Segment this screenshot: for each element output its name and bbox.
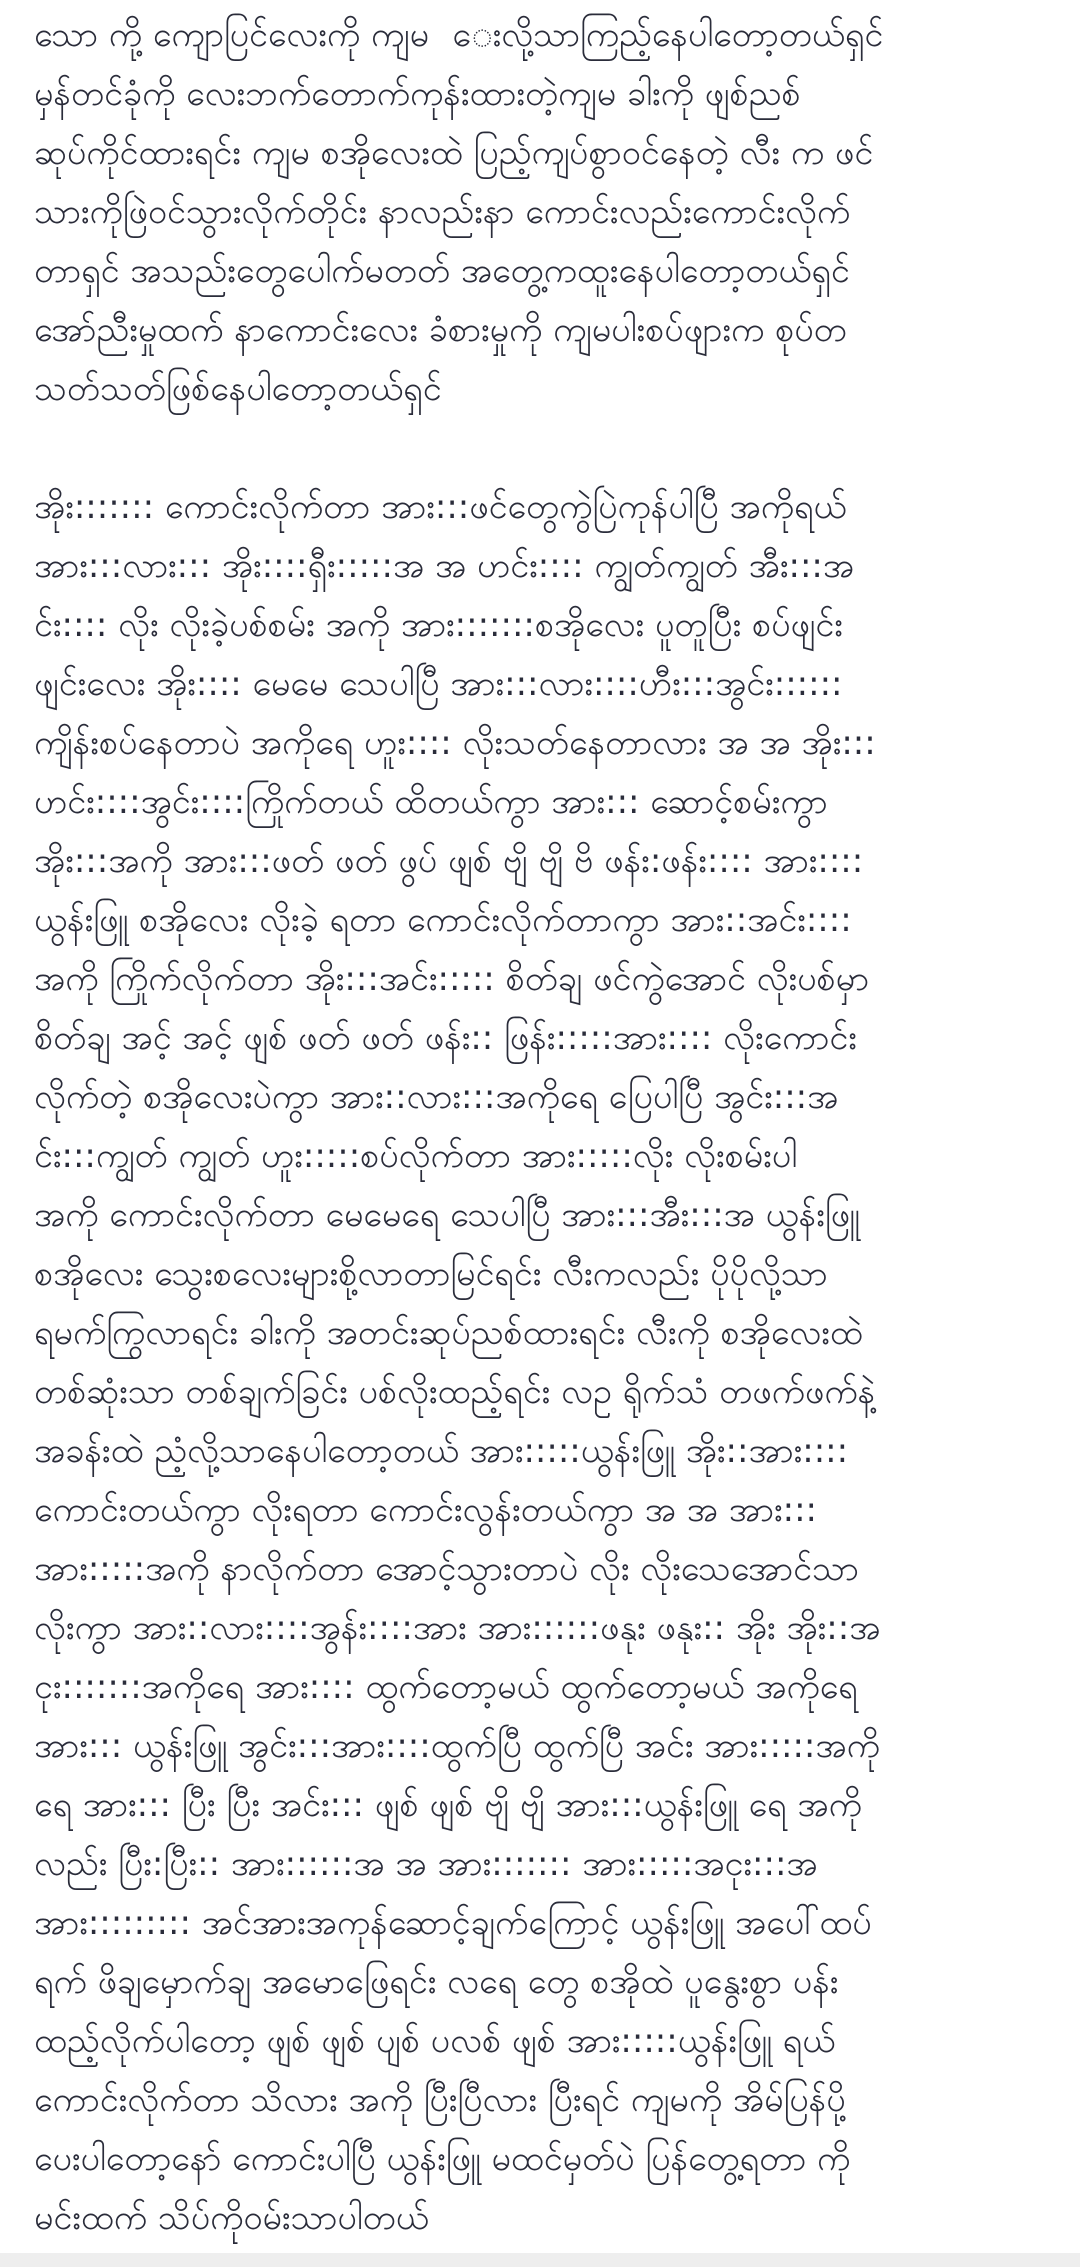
text-line: ဆုပ်ကိုင်ထားရင်း ကျမ စအိုလေးထဲ ပြည့်ကျပ်စွာဝင်နေတဲ့ လီး က ဖင် [34, 133, 874, 173]
text-line: ထည့်လိုက်ပါတော့ ဖျစ် ဖျစ် ပျစ် ပလစ် ဖျစ် အား:::::ယွန်းဖြူ ရယ် [34, 2021, 836, 2061]
text-line: အကို ကောင်းလိုက်တာ မေမေရေ သေပါပြီ အား:::အီး:::အ ယွန်းဖြူ [34, 1195, 860, 1235]
text-line: မှန်တင်ခုံကို လေးဘက်တောက်ကုန်းထားတဲ့ကျမ ခါးကို ဖျစ်ညစ် [34, 74, 801, 114]
text-line: လည်း ပြီး:ပြီး:: အား::::::အ အ အား::::::: အား:::::အငုး:::အ [34, 1844, 818, 1884]
text-line: ကျိန်းစပ်နေတာပဲ အကိုရေ ဟူး:::: လိုးသတ်နေတာလား အ အ အိုး::: [34, 723, 876, 763]
text-line: အိုး::::::: ကောင်းလိုက်တာ အား:::ဖင်တွေကွဲပြဲကုန်ပါပြီ အကိုရယ် [34, 487, 847, 527]
text-line: လိုက်တဲ့ စအိုလေးပဲကွာ အား::လား:::အကိုရေ ပြေပါပြီ အွင်း:::အ [34, 1077, 839, 1117]
text-line: ရေ အား::: ပြီး ပြီး အင်း::: ဖျစ် ဖျစ် ဗျိ ဗျိ အား:::ယွန်းဖြူ ရေ အကို [34, 1785, 862, 1825]
text-line: သတ်သတ်ဖြစ်နေပါတော့တယ်ရှင် [34, 369, 442, 409]
paragraph-spacer [34, 419, 1046, 478]
text-line: သားကိုဖြဲဝင်သွားလိုက်တိုင်း နာလည်းနာ ကောင်းလည်းကောင်းလိုက် [34, 192, 851, 232]
text-line: စအိုလေး သွေးစလေးများစို့လာတာမြင်ရင်း လီးကလည်း ပိုပိုလို့သာ [34, 1254, 828, 1294]
text-line: ငုး:::::::အကိုရေ အား:::: ထွက်တော့မယ် ထွက်တော့မယ် အကိုရေ [34, 1667, 858, 1707]
text-line: အကို ကြိုက်လိုက်တာ အိုး:::အင်း::::: စိတ်ချ ဖင်ကွဲအောင် လိုးပစ်မှာ [34, 959, 870, 999]
text-line: အား:::::အကို နာလိုက်တာ အောင့်သွားတာပဲ လိုး လိုးသေအောင်သာ [34, 1549, 859, 1589]
story-text [34, 6, 1046, 2248]
text-line: ပေးပါတော့နော် ကောင်းပါပြီ ယွန်းဖြူ မထင်မှတ်ပဲ ပြန်တွေ့ရတာ ကို [34, 2139, 851, 2179]
text-line: အိုး:::အကို အား:::ဖတ် ဖတ် ဖွပ် ဖျစ် ဗျိ ဗျိ ဗိ ဖန်း:ဖန်း:::: အား:::: [34, 841, 864, 881]
text-line: ကောင်းလိုက်တာ သိလား အကို ပြီးပြီလား ပြီးရင် ကျမကို အိမ်ပြန်ပို့ [34, 2080, 846, 2120]
text-line: ကောင်းတယ်ကွာ လိုးရတာ ကောင်းလွန်းတယ်ကွာ အ အ အား::: [34, 1490, 817, 1530]
text-line: ရမက်ကြွလာရင်း ခါးကို အတင်းဆုပ်ညစ်ထားရင်း လီးကို စအိုလေးထဲ [34, 1313, 863, 1353]
text-line: အော်ညီးမှုထက် နာကောင်းလေး ခံစားမှုကို ကျမပါးစပ်ဖျားက စုပ်တ [34, 310, 847, 350]
paragraph-2 [34, 478, 1046, 2248]
text-line: အား:::လား::: အိုး::::ရှီး:::::အ အ ဟင်း:::: ကျွတ်ကျွတ် အီး:::အ [34, 546, 855, 586]
text-line: ဟင်း::::အွင်း::::ကြိုက်တယ် ထိတယ်ကွာ အား::: ဆောင့်စမ်းကွာ [34, 782, 828, 822]
text-line: လိုးကွာ အား::လား::::အွန်း::::အား အား::::::ဖနုး ဖနုး:: အိုး အိုး::အ [34, 1608, 881, 1648]
text-line: အား::::::::: အင်အားအကုန်ဆောင့်ချက်ကြောင့် ယွန်းဖြူ အပေါ်ထပ် [34, 1903, 872, 1943]
text-line: ယွန်းဖြူ စအိုလေး လိုးခဲ့ ရတာ ကောင်းလိုက်တာကွာ အား::အင်း:::: [34, 900, 852, 940]
text-line: သော ကို့ ကျောပြင်လေးကို ကျမ ‌ ေးလို့သာကြည့်နေပါတော့တယ်ရှင် [34, 15, 884, 55]
text-line: င်း:::ကျွတ် ကျွတ် ဟူး:::::စပ်လိုက်တာ အား:::::လိုး လိုးစမ်းပါ [34, 1136, 798, 1176]
text-line: မင်းထက် သိပ်ကိုဝမ်းသာပါတယ် [34, 2198, 429, 2238]
bottom-divider [0, 2253, 1080, 2267]
text-line: ရက် ဖိချမှောက်ချ အမောဖြေရင်း လရေ တွေ စအိုထဲ ပူနွေးစွာ ပန်း [34, 1962, 839, 2002]
paragraph-1 [34, 6, 1046, 419]
text-line: တစ်ဆုံးသာ တစ်ချက်ခြင်း ပစ်လိုးထည့်ရင်း လဥ ရိုက်သံ တဖက်ဖက်နဲ့ [34, 1372, 876, 1412]
text-line: အား::: ယွန်းဖြူ အွင်း:::အား::::ထွက်ပြီ ထွက်ပြီ အင်း အား:::::အကို [34, 1726, 880, 1766]
text-line: ဖျင်းလေး အိုး:::: မေမေ သေပါပြီ အား:::လား::::ဟီး:::အွင်း:::::: [34, 664, 843, 704]
text-line: အခန်းထဲ ညံ့လို့သာနေပါတော့တယ် အား:::::ယွန်းဖြူ အိုး::အား:::: [34, 1431, 849, 1471]
text-line: တာရှင် အသည်းတွေပေါက်မတတ် အတွေ့ကထူးနေပါတော့တယ်ရှင် [34, 251, 850, 291]
text-line: င်း:::: လိုး လိုးခဲ့ပစ်စမ်း အကို အား:::::::စအိုလေး ပူတူပြီး စပ်ဖျင်း [34, 605, 843, 645]
text-line: စိတ်ချ အင့် အင့် ဖျစ် ဖတ် ဖတ် ဖန်း:: ဖြန်း:::::အား:::: လိုးကောင်း [34, 1018, 857, 1058]
